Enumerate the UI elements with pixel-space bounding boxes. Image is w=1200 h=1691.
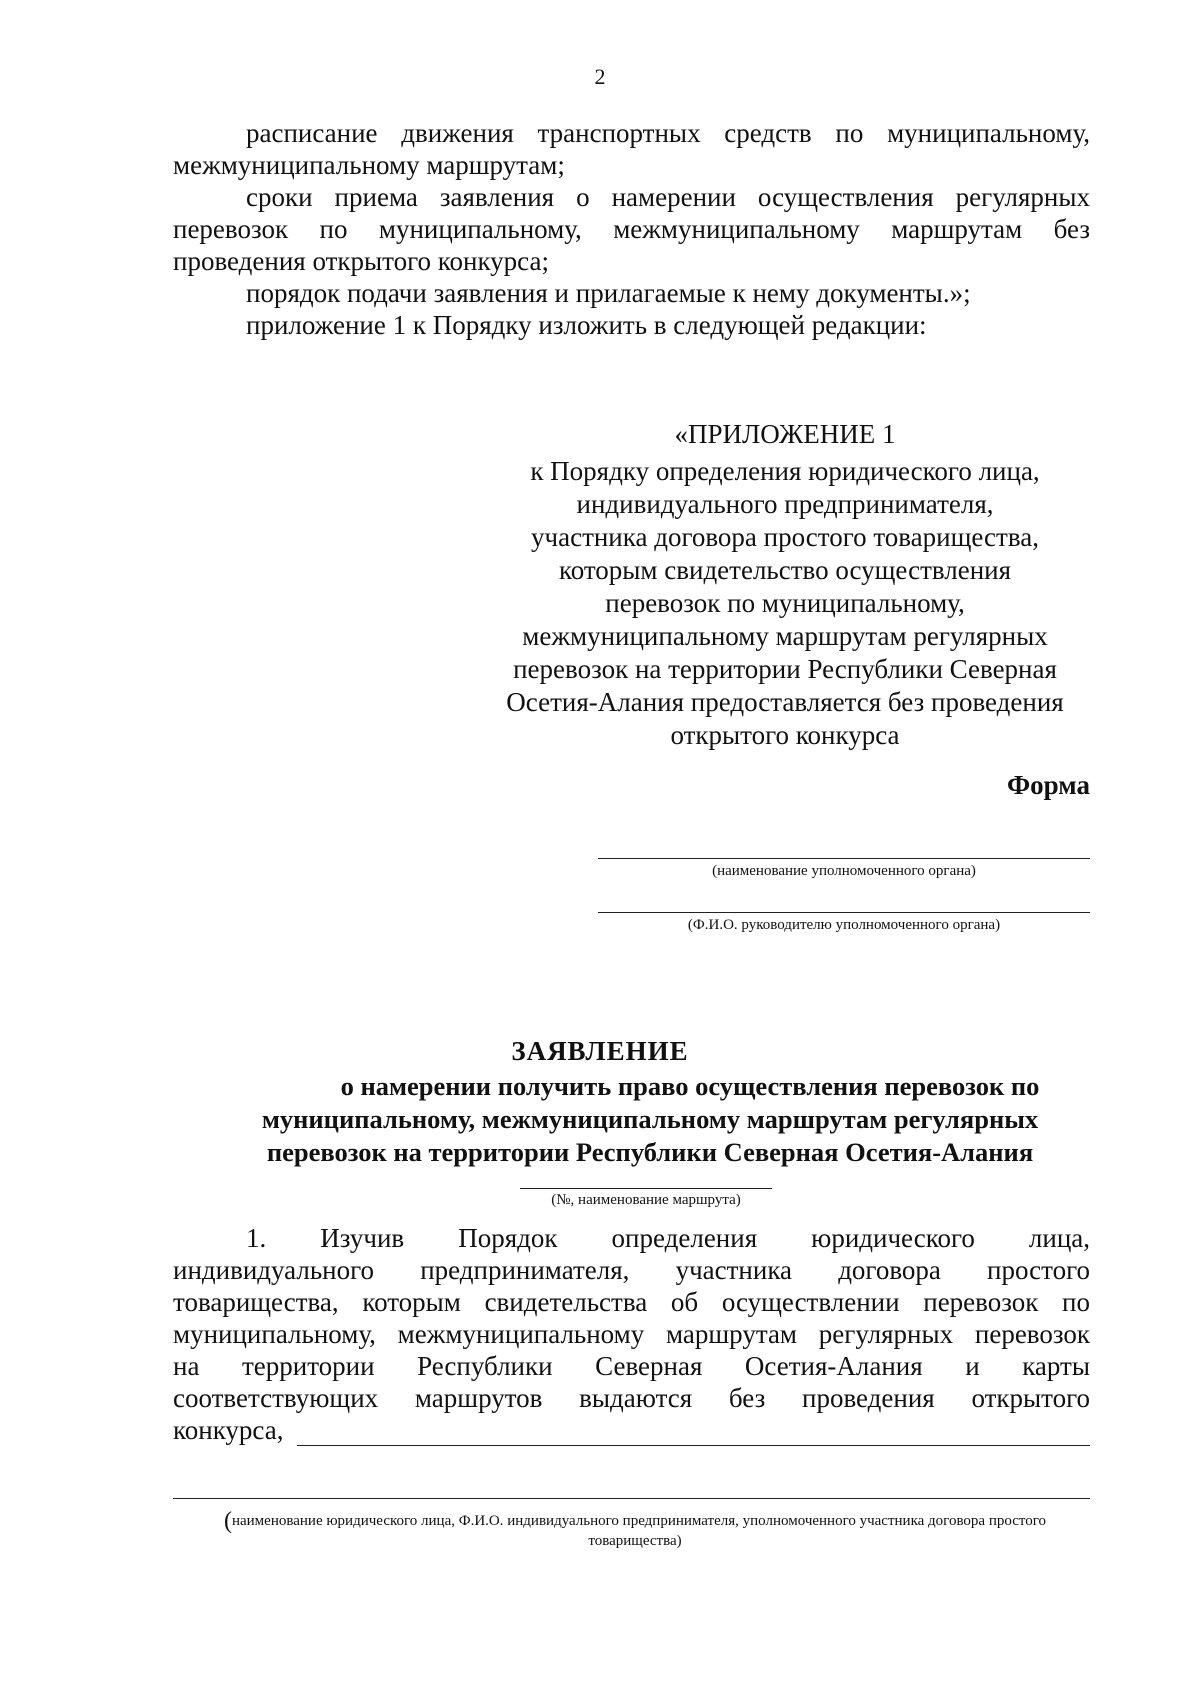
appendix-header <box>480 418 1090 752</box>
applicant-caption-line-2: товарищества) <box>588 1533 682 1549</box>
body-paragraph <box>173 1222 1090 1446</box>
caption-paren: ( <box>223 1508 232 1534</box>
procedure-line: порядок подачи заявления и прилагаемые к нему документы.»; <box>246 278 971 308</box>
body-line-3: товарищества, которым свидетельства об осуществлении перевозок по <box>173 1287 1090 1317</box>
deadline-line-1: сроки приема заявления о намерении осуществления регулярных <box>246 182 1090 212</box>
route-field[interactable] <box>520 1188 772 1209</box>
page-number: 2 <box>594 64 606 89</box>
authority-name-caption: (наименование уполномоченного органа) <box>712 863 976 879</box>
deadline-line-2: перевозок по муниципальному, межмуниципальному маршрутам без <box>173 214 1090 244</box>
top-text <box>173 117 1090 341</box>
applicant-caption-text: наименование юридического лица, Ф.И.О. индивидуального предпринимателя, уполномоченного участника договора простого <box>231 1513 1047 1529</box>
form-label: Форма <box>1006 770 1090 800</box>
applicant-name-field[interactable] <box>173 1498 1090 1499</box>
appendix-line: межмуниципальному маршрутам регулярных <box>522 621 1048 651</box>
statement-subtitle-line-3: перевозок на территории Республики Северная Осетия-Алания <box>266 1137 1034 1167</box>
schedule-line-1: расписание движения транспортных средств по муниципальному, <box>246 118 1090 148</box>
appendix-line: открытого конкурса <box>670 720 900 750</box>
appendix-line: индивидуального предпринимателя, <box>576 489 994 519</box>
head-name-field[interactable] <box>598 912 1090 934</box>
body-line-7-text: конкурса, <box>173 1415 284 1445</box>
deadline-line-3: проведения открытого конкурса; <box>173 246 549 276</box>
appendix-title: «ПРИЛОЖЕНИЕ 1 <box>674 419 896 449</box>
appendix-line: к Порядку определения юридического лица, <box>530 456 1040 486</box>
body-line-2: индивидуального предпринимателя, участника договора простого <box>173 1255 1090 1285</box>
body-line-1: 1. Изучив Порядок определения юридического лица, <box>246 1223 1090 1253</box>
body-line-5: на территории Республики Северная Осетия-Алания и карты <box>173 1351 1090 1381</box>
head-name-caption: (Ф.И.О. руководителю уполномоченного органа) <box>687 917 1001 933</box>
appendix-line: перевозок по муниципальному, <box>605 588 965 618</box>
statement-title: ЗАЯВЛЕНИЕ <box>511 1036 689 1066</box>
appendix-line: перевозок на территории Республики Северная <box>513 654 1057 684</box>
schedule-line-2: межмуниципальному маршрутам; <box>173 150 565 180</box>
applicant-caption-line-1 <box>180 1508 1090 1534</box>
route-caption: (№, наименование маршрута) <box>551 1192 741 1208</box>
appendix-line: участника договора простого товарищества, <box>531 522 1039 552</box>
authority-name-field[interactable] <box>598 858 1090 880</box>
statement-subtitle <box>200 1070 1100 1169</box>
applicant-fill-line[interactable] <box>297 1421 1090 1446</box>
statement-subtitle-line-2: муниципальному, межмуниципальному маршрутам регулярных <box>261 1104 1039 1134</box>
body-line-4: муниципальному, межмуниципальному маршрутам регулярных перевозок <box>173 1319 1090 1349</box>
appendix-intro-line: приложение 1 к Порядку изложить в следующей редакции: <box>246 310 927 340</box>
body-line-6: соответствующих маршрутов выдаются без проведения открытого <box>173 1383 1090 1413</box>
appendix-line: которым свидетельство осуществления <box>558 555 1012 585</box>
appendix-line: Осетия-Алания предоставляется без проведения <box>506 687 1064 717</box>
statement-subtitle-line-1: о намерении получить право осуществления перевозок по <box>340 1071 1040 1101</box>
body-line-7 <box>173 1414 1090 1446</box>
applicant-caption <box>180 1508 1090 1551</box>
